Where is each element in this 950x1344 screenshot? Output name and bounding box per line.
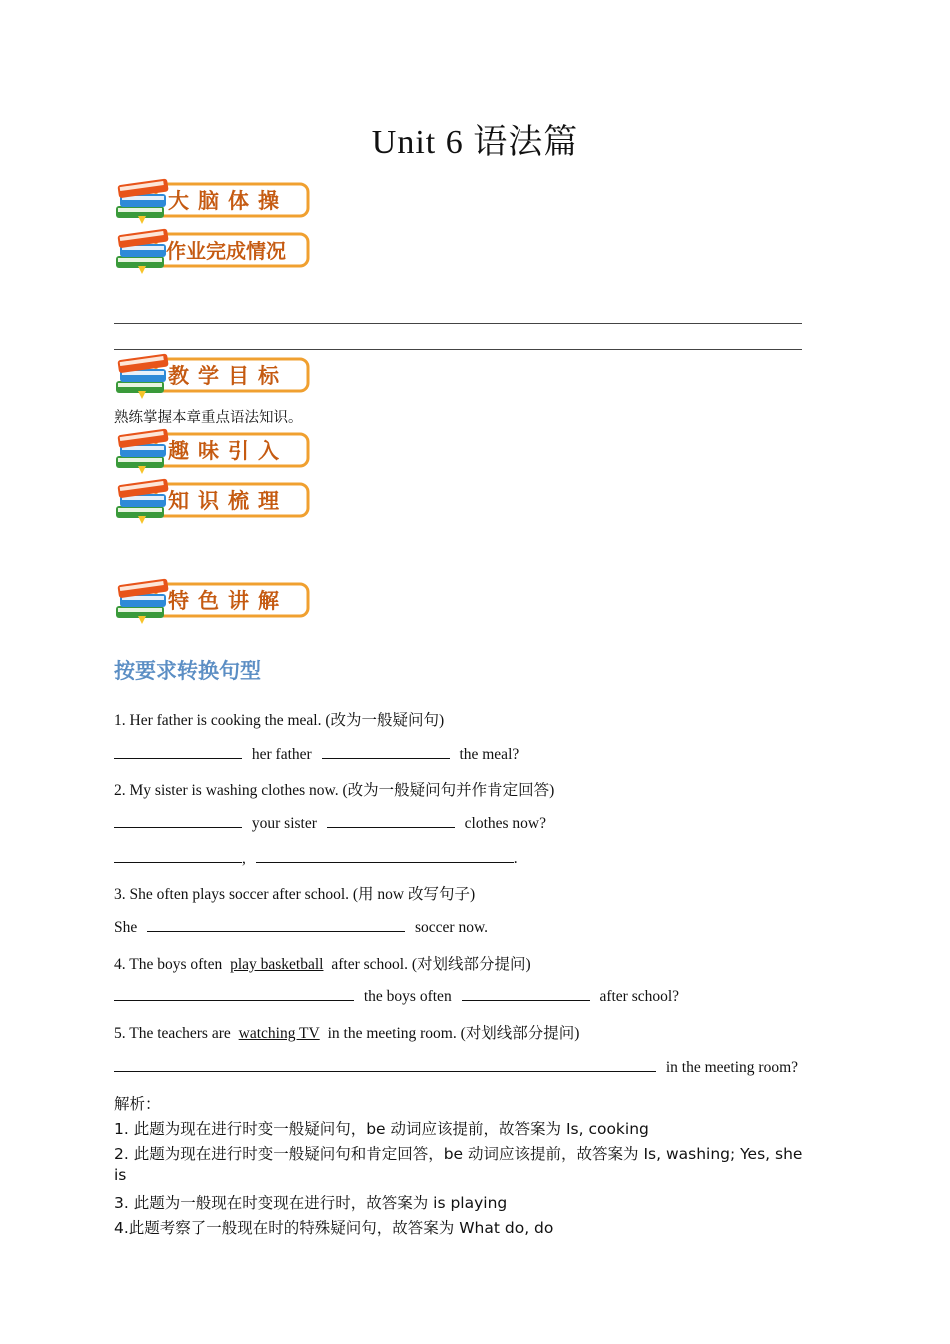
answer-blank[interactable] <box>114 1057 656 1072</box>
badge-label: 趣味引入 <box>168 439 288 463</box>
goal-text: 熟练掌握本章重点语法知识。 <box>114 410 303 426</box>
q5-pre: 5. The teachers are <box>114 1025 231 1042</box>
q4-text-b: after school? <box>599 988 680 1005</box>
answer-line <box>114 349 802 350</box>
answer-blank[interactable] <box>322 744 450 759</box>
q3-pre: She <box>114 919 138 936</box>
answer-blank[interactable] <box>114 986 354 1001</box>
analysis-line: is <box>114 1166 127 1184</box>
question-4-answer-row <box>114 986 679 1006</box>
section-heading: 按要求转换句型 <box>114 659 261 683</box>
analysis-line: 3. 此题为一般现在时变现在进行时，故答案为 is playing <box>114 1194 508 1212</box>
analysis-label: 解析： <box>114 1095 161 1113</box>
question-1-prompt: 1. Her father is cooking the meal. (改为一般疑问句) <box>114 712 445 729</box>
q5-post: in the meeting room. (对划线部分提问) <box>327 1025 580 1042</box>
question-4-prompt <box>114 952 531 974</box>
page-title: Unit 6 语法篇 <box>371 124 579 161</box>
question-1-answer-row <box>114 744 519 764</box>
badge-brain <box>114 178 314 226</box>
q4-post: after school. (对划线部分提问) <box>331 956 531 973</box>
analysis-line: 2. 此题为现在进行时变一般疑问句和肯定回答，be 动词应该提前，故答案为 Is, washing; Yes, she <box>114 1145 803 1163</box>
q2-text-b: clothes now? <box>464 815 546 832</box>
badge-feature <box>114 578 314 626</box>
q5-text-a: in the meeting room? <box>665 1059 799 1076</box>
badge-homework <box>114 228 314 276</box>
answer-blank[interactable] <box>147 917 405 932</box>
badge-label: 教学目标 <box>168 364 288 388</box>
q2-period: . <box>513 850 518 867</box>
answer-blank[interactable] <box>114 744 242 759</box>
badge-label: 作业完成情况 <box>166 239 286 263</box>
badge-intro <box>114 428 314 476</box>
question-5-answer-row <box>114 1057 798 1077</box>
q4-underlined: play basketball <box>230 956 324 973</box>
badge-label: 大脑体操 <box>168 189 288 213</box>
answer-blank[interactable] <box>114 848 242 863</box>
badge-label: 知识梳理 <box>168 489 288 513</box>
q3-post: soccer now. <box>415 919 489 936</box>
answer-blank[interactable] <box>462 986 590 1001</box>
q4-text-a: the boys often <box>363 988 452 1005</box>
question-5-prompt <box>114 1021 579 1043</box>
question-3-prompt: 3. She often plays soccer after school. (用 now 改写句子) <box>114 886 476 903</box>
analysis-line: 1. 此题为现在进行时变一般疑问句，be 动词应该提前，故答案为 Is, cooking <box>114 1120 649 1138</box>
answer-blank[interactable] <box>114 813 242 828</box>
q5-underlined: watching TV <box>238 1025 320 1042</box>
q1-text-b: the meal? <box>459 746 520 763</box>
answer-line <box>114 323 802 324</box>
q2-comma: , <box>242 850 246 867</box>
q1-text-a: her father <box>251 746 312 763</box>
badge-knowledge <box>114 478 314 526</box>
q4-pre: 4. The boys often <box>114 956 223 973</box>
question-2-prompt: 2. My sister is washing clothes now. (改为一般疑问句并作肯定回答) <box>114 782 555 799</box>
q2-text-a: your sister <box>251 815 317 832</box>
answer-blank[interactable] <box>327 813 455 828</box>
analysis-line: 4.此题考察了一般现在时的特殊疑问句，故答案为 What do, do <box>114 1219 554 1237</box>
answer-blank[interactable] <box>256 848 514 863</box>
badge-goals <box>114 353 314 401</box>
question-2-answer-row <box>114 813 546 833</box>
question-3-answer-row <box>114 917 488 937</box>
question-2-response-row <box>114 848 518 868</box>
badge-label: 特色讲解 <box>168 589 288 613</box>
